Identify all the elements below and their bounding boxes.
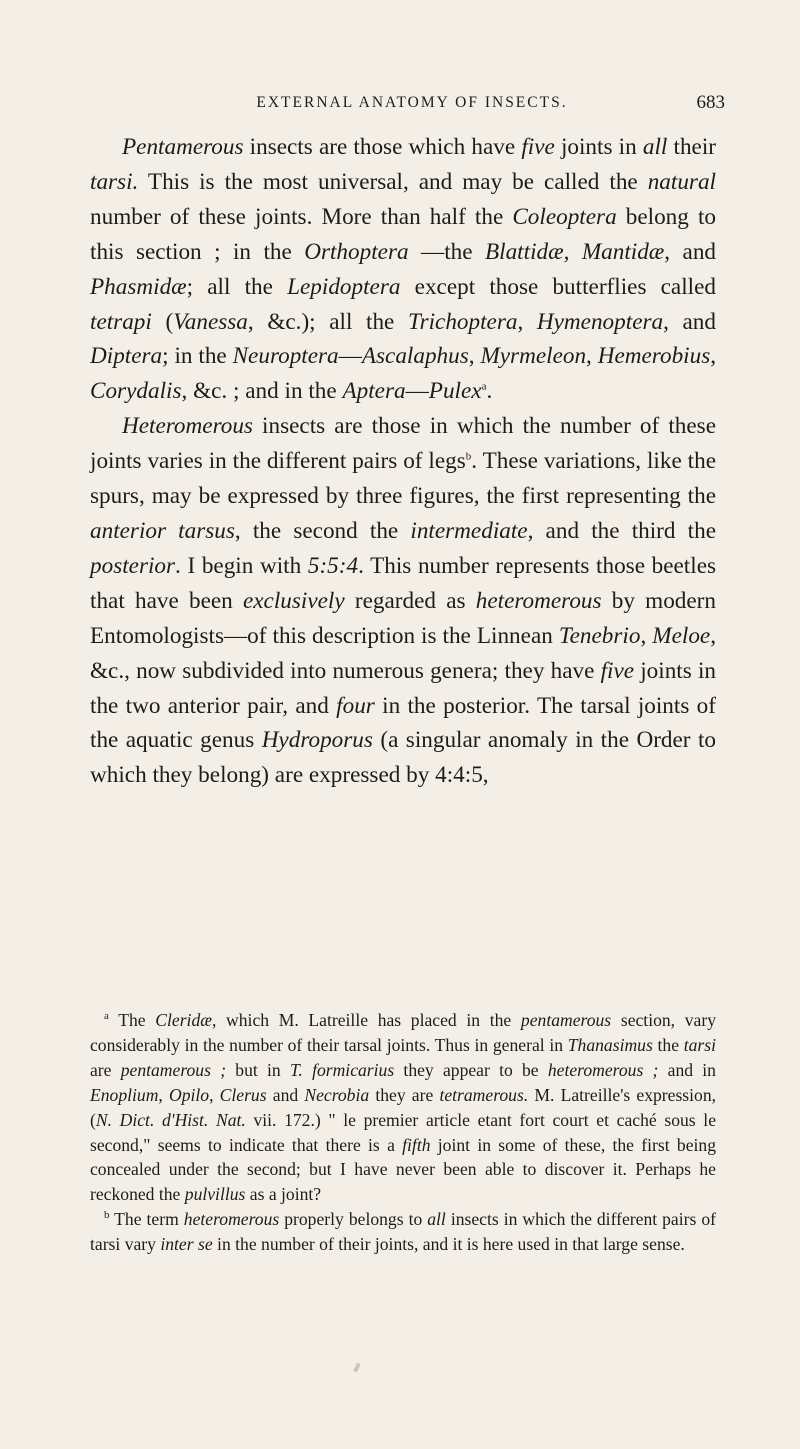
paper-speck xyxy=(353,1363,360,1373)
footnote-ref-a[interactable]: a xyxy=(481,380,487,393)
footnotes xyxy=(90,1008,716,1257)
footnote-b: $^b$ The term heteromerous properly belongs to all insects in which the different pairs of tarsi vary inter se in the number of their joints, and it is here used in that large sense. xyxy=(90,1209,716,1255)
running-title: EXTERNAL ANATOMY OF INSECTS. xyxy=(256,94,568,111)
footnote-mark-a: a xyxy=(104,1010,109,1023)
footnote-ref-b[interactable]: b xyxy=(465,450,472,463)
paragraph-heteromerous: Heteromerous insects are those in which the number of these joints varies in the different pairs of legs$^b$. These variations, like the spurs, may be expressed by three figures, the first representing the anterior tarsus, the second the intermediate, and the third the posterior. I begin with 5:5:4. This number represents those beetles that have been exclusively regarded as heteromerous by modern Entomologists—of this description is the Linnean Tenebrio, Meloe, &c., now subdivided into numerous genera; they have five joints in the two anterior pair, and four in the posterior. The tarsal joints of the aquatic genus Hydroporus (a singular anomaly in the Order to which they belong) are expressed by 4:4:5, xyxy=(90,413,717,789)
main-text xyxy=(90,130,716,793)
footnote-a: $^a$ The Cleridæ, which M. Latreille has placed in the pentamerous section, vary considerably in the number of their tarsal joints. Thus in general in Thanasimus the tarsi are pentamerous ; but in T. formicarius they appear to be heteromerous ; and in Enoplium, Opilo, Clerus and Necrobia they are tetramerous. M. Latreille's expression, (N. Dict. d'Hist. Nat. vii. 172.) " le premier article etant fort court et caché sous le second," seems to indicate that there is a fifth joint in some of these, the first being concealed under the second; but I have never been able to discover it. Perhaps he reckoned the pulvillus as a joint? xyxy=(90,1010,717,1205)
page-number: 683 xyxy=(696,92,725,113)
footnote-mark-b: b xyxy=(104,1209,110,1222)
paragraph-pentamerous: Pentamerous insects are those which have five joints in all their tarsi. This is the most universal, and may be called the natural number of these joints. More than half the Coleoptera belong to this section ; in the Orthoptera —the Blattidæ, Mantidæ, and Phasmidæ; all the Lepidoptera except those butterflies called tetrapi (Vanessa, &c.); all the Trichoptera, Hymenoptera, and Diptera; in the Neuroptera—Ascalaphus, Myrmeleon, Hemerobius, Corydalis, &c. ; and in the Aptera—Pulex$^a$. xyxy=(90,134,717,405)
